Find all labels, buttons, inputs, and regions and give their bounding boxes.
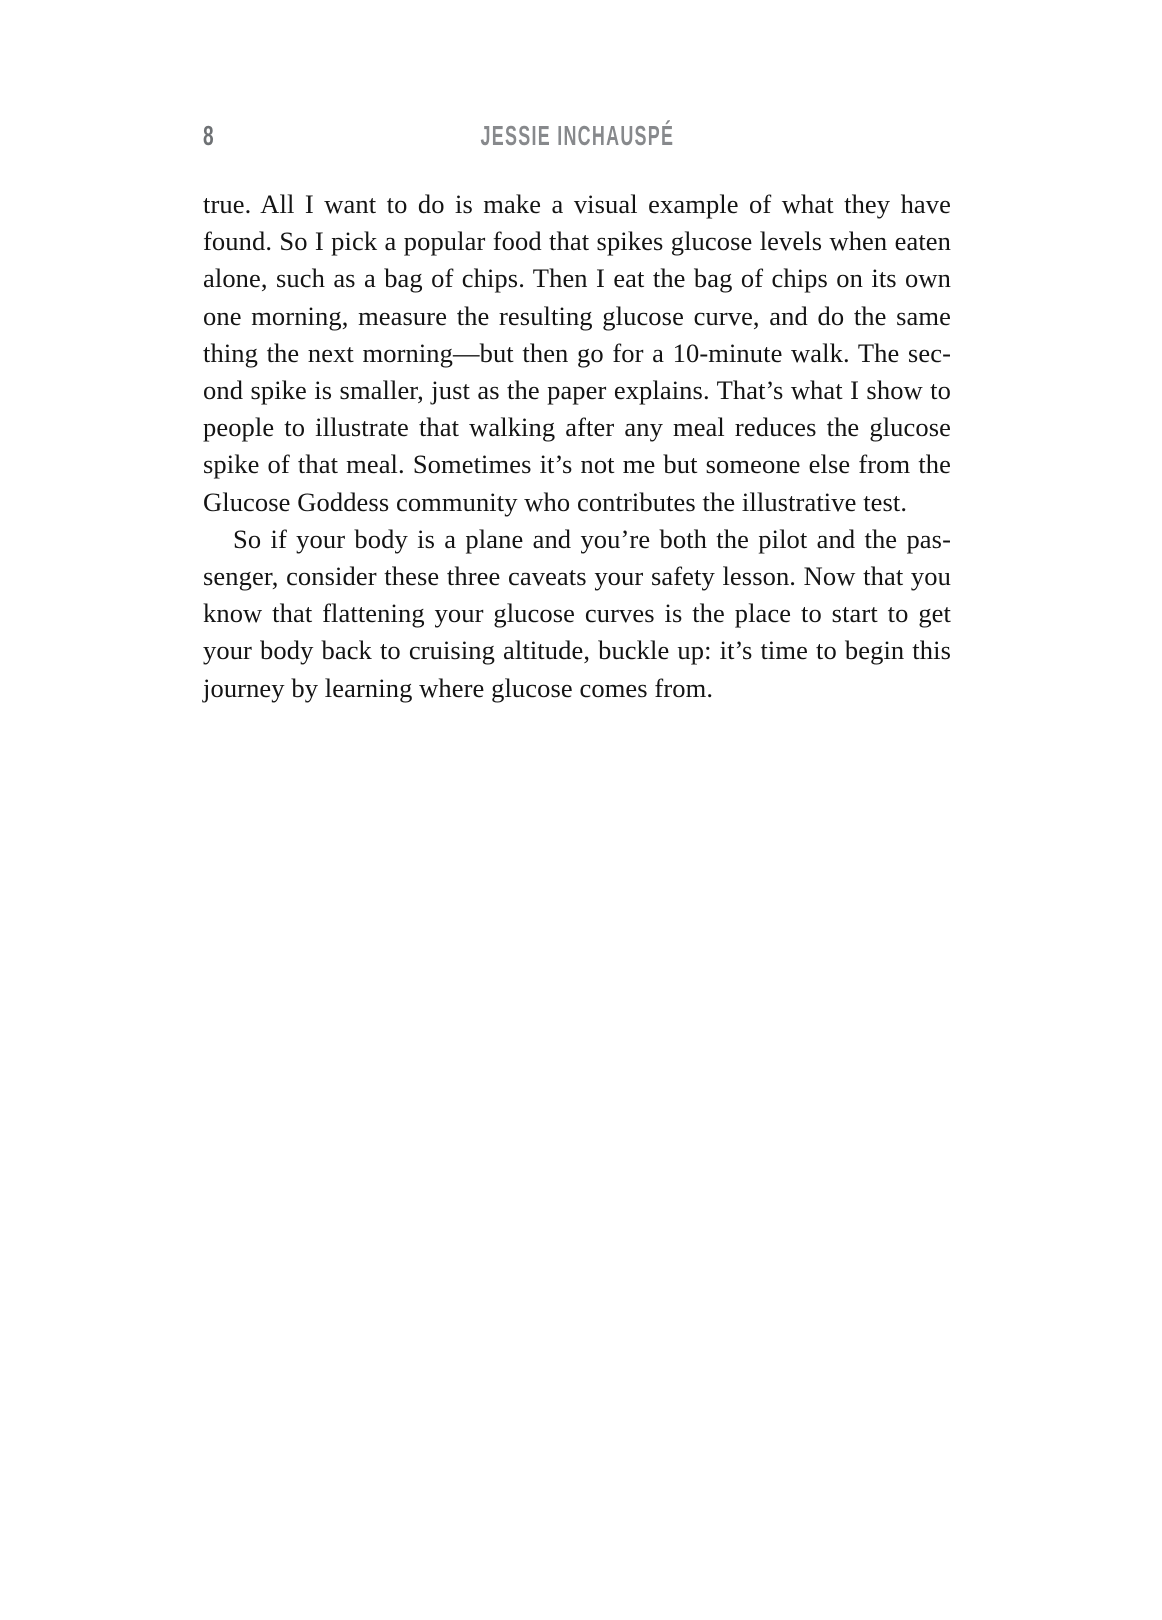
text-line: So if your body is a plane and you’re both the pilot and the pas- — [233, 523, 951, 554]
running-header-title: JESSIE INCHAUSPÉ — [480, 120, 674, 151]
text-line: one morning, measure the resulting glucose curve, and do the same — [203, 300, 951, 331]
text-line: ond spike is smaller, just as the paper explains. That’s what I show to — [203, 375, 951, 406]
text-line: spike of that meal. Sometimes it’s not me but someone else from the — [203, 449, 951, 480]
running-header-wrap — [203, 120, 951, 154]
body-text — [203, 186, 951, 707]
text-line: thing the next morning—but then go for a 10-minute walk. The sec- — [203, 337, 951, 368]
text-line: people to illustrate that walking after any meal reduces the glucose — [203, 412, 951, 443]
text-line: your body back to cruising altitude, buckle up: it’s time to begin this — [203, 635, 951, 666]
text-line: journey by learning where glucose comes from. — [203, 672, 714, 703]
text-line: found. So I pick a popular food that spikes glucose levels when eaten — [203, 226, 951, 257]
text-line: alone, such as a bag of chips. Then I eat the bag of chips on its own — [203, 263, 951, 294]
text-line: know that flattening your glucose curves is the place to start to get — [203, 598, 951, 629]
page-number: 8 — [203, 120, 214, 151]
text-line: senger, consider these three caveats your safety lesson. Now that you — [203, 561, 951, 592]
running-head — [203, 120, 951, 151]
text-line: Glucose Goddess community who contributes the illustrative test. — [203, 486, 908, 517]
text-line: true. All I want to do is make a visual example of what they have — [203, 189, 951, 219]
